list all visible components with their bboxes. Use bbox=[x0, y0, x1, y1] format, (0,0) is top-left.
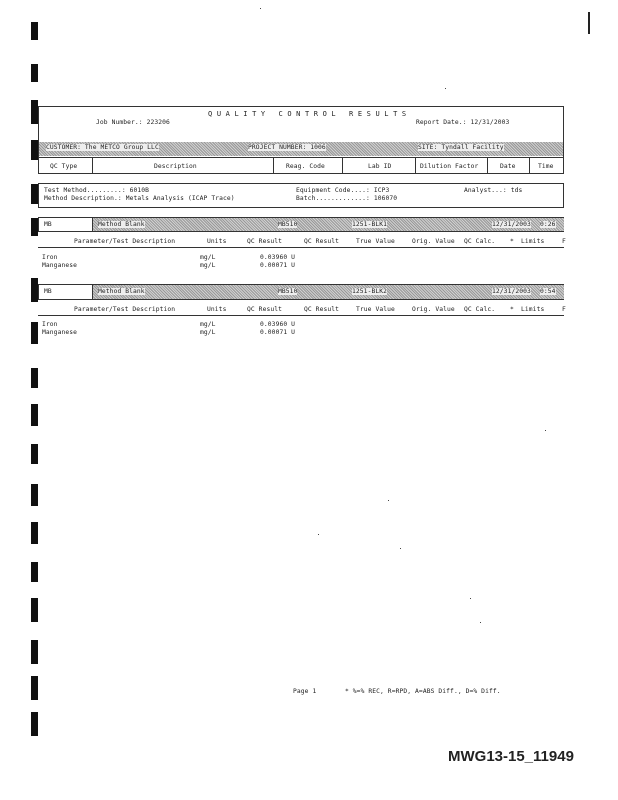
param-col-limits: Limits bbox=[521, 238, 545, 245]
binder-mark bbox=[31, 100, 38, 124]
job-number: Job Number.: 223206 bbox=[96, 119, 170, 126]
binder-mark bbox=[31, 444, 38, 464]
table-row-result: 0.00071 U bbox=[260, 329, 296, 336]
table-row-param: Iron bbox=[42, 254, 58, 261]
binder-mark bbox=[31, 64, 38, 82]
table-row-param: Manganese bbox=[42, 329, 78, 336]
param-col-f: F bbox=[562, 306, 566, 313]
rule bbox=[92, 157, 93, 174]
table-row-param: Manganese bbox=[42, 262, 78, 269]
qc-type: MB bbox=[44, 288, 52, 295]
binder-mark bbox=[31, 218, 38, 236]
param-col-units: Units bbox=[207, 306, 227, 313]
binder-mark bbox=[31, 140, 38, 160]
table-row-result: 0.03960 U bbox=[260, 254, 296, 261]
report-title: QUALITY CONTROL RESULTS bbox=[208, 110, 411, 118]
report-date: Report Date.: 12/31/2003 bbox=[416, 119, 510, 126]
table-row-units: mg/L bbox=[200, 321, 216, 328]
analyst: Analyst...: tds bbox=[464, 187, 523, 194]
scan-speck bbox=[445, 88, 446, 89]
param-col-qc-calc: QC Calc. bbox=[464, 306, 496, 313]
binder-mark bbox=[31, 22, 38, 40]
footnote-legend: * %=% REC, R=RPD, A=ABS Diff., D=% Diff. bbox=[345, 688, 501, 695]
param-col-orig-value: Orig. Value bbox=[412, 306, 455, 313]
param-col-description: Parameter/Test Description bbox=[74, 238, 176, 245]
scan-speck bbox=[480, 622, 481, 623]
rule bbox=[487, 157, 488, 174]
param-col-qc-result: QC Result bbox=[247, 306, 283, 313]
param-col-qc-result: QC Result bbox=[247, 238, 283, 245]
scan-speck bbox=[318, 534, 319, 535]
param-col-qc-result-2: QC Result bbox=[304, 238, 340, 245]
scan-speck bbox=[470, 598, 471, 599]
method-description: Method Description.: Metals Analysis (ICAP Trace) bbox=[44, 195, 235, 202]
param-col-flag: * bbox=[510, 306, 514, 313]
scan-speck bbox=[400, 548, 401, 549]
table-row-units: mg/L bbox=[200, 329, 216, 336]
rule bbox=[415, 157, 416, 174]
customer-name: CUSTOMER: The METCO Group LLC bbox=[46, 144, 159, 151]
qc-description: Method Blank bbox=[98, 288, 145, 295]
rule bbox=[38, 315, 564, 316]
qc-type: MB bbox=[44, 221, 52, 228]
col-qc-type: QC Type bbox=[50, 163, 78, 170]
binder-mark bbox=[31, 676, 38, 700]
param-col-limits: Limits bbox=[521, 306, 545, 313]
rule bbox=[342, 157, 343, 174]
batch: Batch.............: 106070 bbox=[296, 195, 398, 202]
test-method: Test Method.........: 6010B bbox=[44, 187, 150, 194]
edge-mark bbox=[588, 12, 590, 34]
binder-mark bbox=[31, 522, 38, 544]
qc-time: 0:26 bbox=[540, 221, 556, 228]
col-dilution-factor: Dilution Factor bbox=[420, 163, 479, 170]
col-description: Description bbox=[154, 163, 197, 170]
param-col-flag: * bbox=[510, 238, 514, 245]
binder-mark bbox=[31, 562, 38, 582]
col-reag-code: Reag. Code bbox=[286, 163, 325, 170]
qc-time: 0:54 bbox=[540, 288, 556, 295]
param-col-true-value: True Value bbox=[356, 238, 395, 245]
table-row-param: Iron bbox=[42, 321, 58, 328]
qc-reag-code: MB510 bbox=[278, 288, 298, 295]
table-row-result: 0.00071 U bbox=[260, 262, 296, 269]
binder-mark bbox=[31, 404, 38, 426]
param-col-qc-result-2: QC Result bbox=[304, 306, 340, 313]
param-col-f: F bbox=[562, 238, 566, 245]
rule bbox=[529, 157, 530, 174]
qc-date: 12/31/2003 bbox=[492, 288, 531, 295]
rule bbox=[38, 157, 564, 158]
qc-lab-id: 1251-BLK1 bbox=[352, 221, 388, 228]
table-row-units: mg/L bbox=[200, 254, 216, 261]
table-row-units: mg/L bbox=[200, 262, 216, 269]
scan-speck bbox=[388, 500, 389, 501]
col-time: Time bbox=[538, 163, 554, 170]
binder-mark bbox=[31, 278, 38, 302]
qc-reag-code: MB510 bbox=[278, 221, 298, 228]
col-date: Date bbox=[500, 163, 516, 170]
param-col-true-value: True Value bbox=[356, 306, 395, 313]
binder-mark bbox=[31, 322, 38, 344]
rule bbox=[92, 217, 93, 232]
document-id: MWG13-15_11949 bbox=[448, 748, 574, 765]
qc-lab-id: 1251-BLK2 bbox=[352, 288, 388, 295]
binder-mark bbox=[31, 640, 38, 664]
binder-mark bbox=[31, 598, 38, 622]
binder-mark bbox=[31, 184, 38, 204]
rule bbox=[273, 157, 274, 174]
rule bbox=[92, 284, 93, 300]
binder-mark bbox=[31, 712, 38, 736]
binder-mark bbox=[31, 484, 38, 506]
param-col-units: Units bbox=[207, 238, 227, 245]
rule bbox=[38, 247, 564, 248]
table-row-result: 0.03960 U bbox=[260, 321, 296, 328]
scan-speck bbox=[545, 430, 546, 431]
param-col-qc-calc: QC Calc. bbox=[464, 238, 496, 245]
site-name: SITE: Tyndall Facility bbox=[418, 144, 504, 151]
binder-mark bbox=[31, 368, 38, 388]
qc-description: Method Blank bbox=[98, 221, 145, 228]
page-number: Page 1 bbox=[293, 688, 317, 695]
scan-speck bbox=[260, 8, 261, 9]
qc-date: 12/31/2003 bbox=[492, 221, 531, 228]
param-col-orig-value: Orig. Value bbox=[412, 238, 455, 245]
equipment-code: Equipment Code....: ICP3 bbox=[296, 187, 390, 194]
col-lab-id: Lab ID bbox=[368, 163, 392, 170]
param-col-description: Parameter/Test Description bbox=[74, 306, 176, 313]
project-number: PROJECT NUMBER: 1006 bbox=[248, 144, 326, 151]
